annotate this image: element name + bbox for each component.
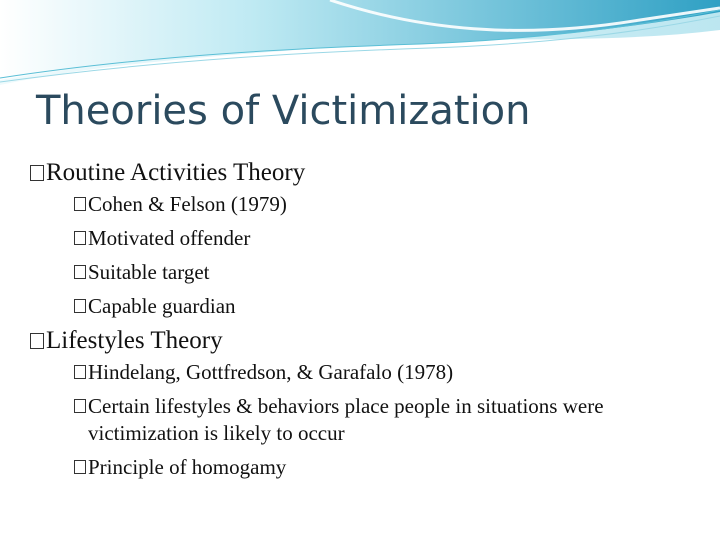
bullet-icon <box>74 265 86 279</box>
bullet-icon <box>30 165 44 181</box>
sub-bullet <box>74 191 710 218</box>
bullet-list <box>30 155 710 488</box>
sub-bullet-text: Principle of homogamy <box>88 455 287 479</box>
sub-bullet-text: Hindelang, Gottfredson, & Garafalo (1978) <box>88 360 454 384</box>
sub-bullet <box>74 225 710 252</box>
bullet-icon <box>30 333 44 349</box>
bullet-routine-activities <box>30 159 710 187</box>
sub-bullet <box>74 293 710 320</box>
sub-bullet <box>74 259 710 286</box>
sub-bullet-text: Capable guardian <box>88 294 236 318</box>
sub-bullet-text: Suitable target <box>88 260 210 284</box>
bullet-text: Routine Activities Theory <box>46 159 306 186</box>
sub-bullet-text: Certain lifestyles & behaviors place people in situations were victimization is likely to occur <box>88 394 604 445</box>
sub-bullet <box>74 454 710 481</box>
bullet-icon <box>74 399 86 413</box>
bullet-text: Lifestyles Theory <box>46 327 223 354</box>
bullet-lifestyles <box>30 327 710 355</box>
sub-bullet-text: Cohen & Felson (1979) <box>88 192 287 216</box>
bullet-icon <box>74 299 86 313</box>
sub-bullet <box>74 393 710 447</box>
sub-bullet-text: Motivated offender <box>88 226 251 250</box>
bullet-icon <box>74 365 86 379</box>
sub-bullet <box>74 359 710 386</box>
header-wave-decoration <box>0 0 720 90</box>
bullet-icon <box>74 460 86 474</box>
bullet-icon <box>74 197 86 211</box>
bullet-icon <box>74 231 86 245</box>
slide-title: Theories of Victimization <box>36 88 531 134</box>
